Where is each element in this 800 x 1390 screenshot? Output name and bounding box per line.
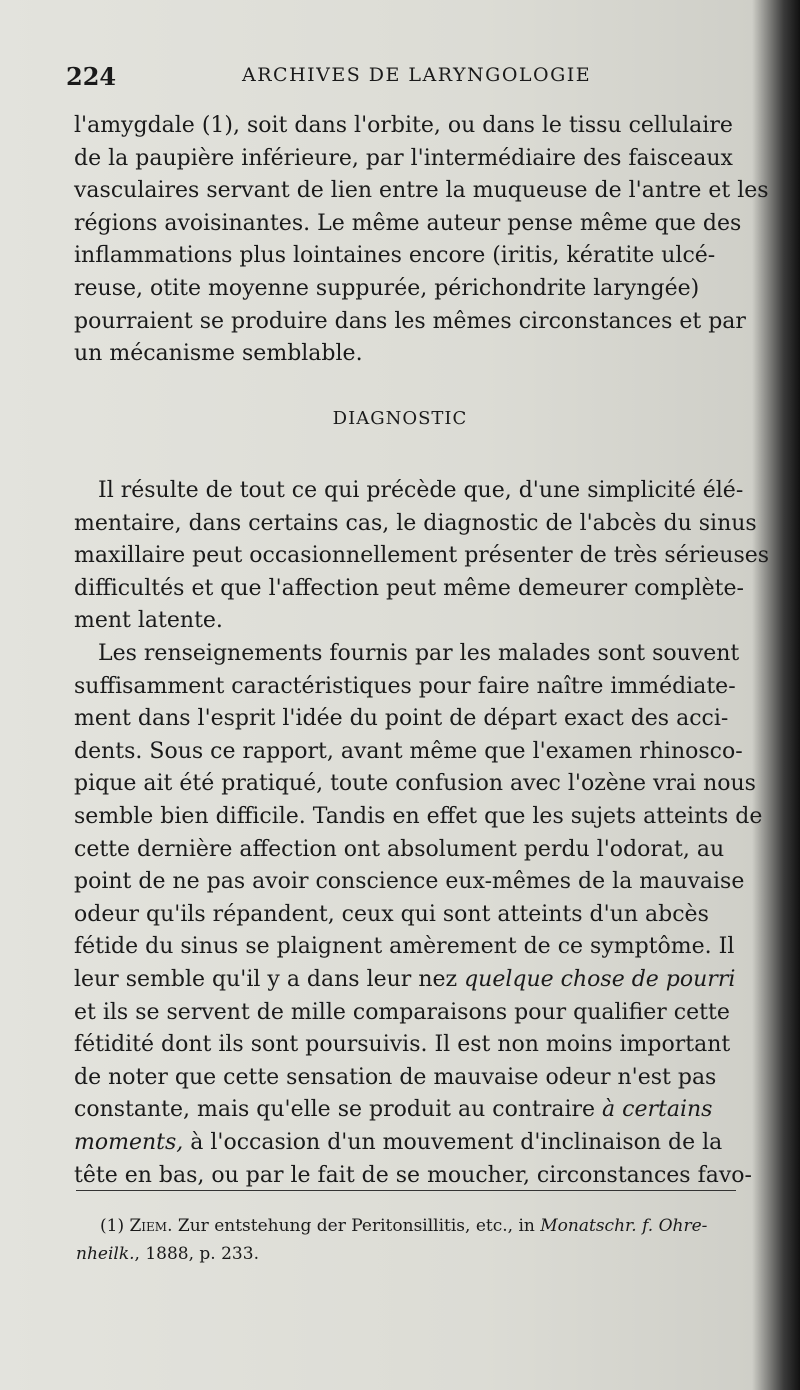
paragraph-diagnostic-intro [74,475,770,638]
paragraph-continuation [74,110,769,371]
footnote-line [76,1240,746,1268]
text-line: l'amygdale (1), soit dans l'orbite, ou dans le tissu cellulaire [74,113,733,138]
text-line: cette dernière affection ont absolument perdu l'odorat, au [74,836,725,862]
paragraph-renseignements [74,638,763,1192]
italic-phrase: moments, [74,1129,184,1155]
text-line: un mécanisme semblable. [74,341,363,367]
text-line: suffisamment caractéristiques pour faire naître immédiate- [74,673,736,699]
footnote-line [76,1212,746,1240]
text-line: Les renseignements fournis par les malades sont souvent [98,641,740,666]
text-line [74,1127,738,1160]
text-line: dents. Sous ce rapport, avant même que l'examen rhinosco- [74,738,743,764]
page-number: 224 [66,62,117,91]
footnote-text: . Zur entstehung der Peritonsillitis, etc., in [167,1216,541,1236]
text-line [74,1094,738,1127]
text-line: tête en bas, ou par le fait de se moucher, circonstances favo- [74,1162,752,1188]
section-heading: DIAGNOSTIC [332,408,468,429]
text-line: pourraient se produire dans les mêmes circonstances et par [74,308,746,334]
text-line: régions avoisinantes. Le même auteur pense même que des [74,210,742,236]
text-line: de noter que cette sensation de mauvaise odeur n'est pas [74,1064,717,1090]
text-line [74,964,738,997]
text-line: fétide du sinus se plaignent amèrement de ce symptôme. Il [74,934,735,960]
text-line: pique ait été pratiqué, toute confusion avec l'ozène vrai nous [74,771,756,797]
text-line: inflammations plus lointaines encore (iritis, kératite ulcé- [74,243,716,269]
text-line: maxillaire peut occasionnellement présenter de très sérieuses [74,543,770,569]
footnote-marker: (1) [100,1216,130,1236]
text-line: difficultés et que l'affection peut même demeurer complète- [74,575,744,601]
text-segment: à l'occasion d'un mouvement d'inclinaison de la [183,1129,723,1155]
text-line: semble bien difficile. Tandis en effet que les sujets atteints de [74,803,763,829]
text-segment: leur semble qu'il y a dans leur nez [74,966,465,992]
text-line: ment latente. [74,608,223,634]
text-line: vasculaires servant de lien entre la muqueuse de l'antre et les [74,178,769,204]
running-head [66,62,766,92]
text-line: de la paupière inférieure, par l'intermédiaire des faisceaux [74,145,733,171]
text-line: et ils se servent de mille comparaisons pour qualifier cette [74,999,730,1025]
footnote-text: , 1888, p. 233. [134,1244,259,1264]
text-segment: constante, mais qu'elle se produit au contraire [74,1097,603,1123]
footnote-journal: Monatschr. f. Ohre- [540,1216,708,1236]
footnote-author: Ziem [129,1216,168,1236]
text-line: odeur qu'ils répandent, ceux qui sont atteints d'un abcès [74,901,709,927]
footnote-journal: nheilk. [76,1244,135,1264]
footnote-rule [76,1190,736,1191]
italic-phrase: à certains [602,1097,713,1123]
text-line: reuse, otite moyenne suppurée, périchondrite laryngée) [74,275,700,301]
footnote [76,1212,746,1268]
text-line: fétidité dont ils sont poursuivis. Il est non moins important [74,1032,731,1058]
running-title: ARCHIVES DE LARYNGOLOGIE [242,64,592,86]
text-line: ment dans l'esprit l'idée du point de départ exact des acci- [74,706,729,732]
italic-phrase: quelque chose de pourri [464,966,736,992]
text-line: point de ne pas avoir conscience eux-mêmes de la mauvaise [74,869,745,895]
text-line: mentaire, dans certains cas, le diagnostic de l'abcès du sinus [74,510,757,536]
text-line: Il résulte de tout ce qui précède que, d'une simplicité élé- [98,478,744,503]
